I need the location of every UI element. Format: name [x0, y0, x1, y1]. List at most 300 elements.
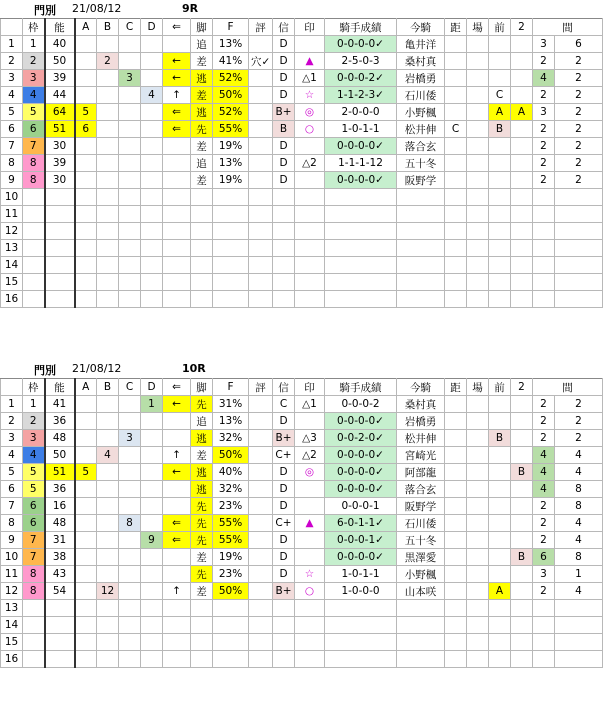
mark-cell — [295, 206, 325, 223]
header-number — [1, 19, 23, 36]
running-style-cell: 先 — [191, 121, 213, 138]
jockey-name-cell — [397, 223, 445, 240]
running-style-cell: 差 — [191, 549, 213, 566]
column-header: 枠 — [23, 19, 45, 36]
f-percent-cell: 52% — [213, 104, 249, 121]
rating-cell — [249, 291, 273, 308]
column-header: B — [97, 379, 119, 396]
mark-cell — [295, 274, 325, 291]
interval-cell-1 — [533, 634, 555, 651]
column-header: 今騎 — [397, 19, 445, 36]
mark-cell: ▲ — [295, 515, 325, 532]
interval-cell-2 — [555, 257, 603, 274]
jockey-name-cell — [397, 291, 445, 308]
previous-cell — [489, 36, 511, 53]
confidence-cell: D — [273, 566, 295, 583]
cell-d — [141, 206, 163, 223]
second-cell — [511, 53, 533, 70]
interval-cell-2 — [555, 206, 603, 223]
interval-cell-2: 6 — [555, 36, 603, 53]
f-percent-cell: 40% — [213, 464, 249, 481]
jockey-record-cell: 0-0-2-0✓ — [325, 430, 397, 447]
cell-a — [75, 549, 97, 566]
table-row — [1, 515, 603, 532]
gate-cell: 5 — [23, 464, 45, 481]
venue-cell — [467, 413, 489, 430]
previous-cell — [489, 257, 511, 274]
interval-cell-2: 2 — [555, 104, 603, 121]
mark-cell: ▲ — [295, 53, 325, 70]
cell-b — [97, 464, 119, 481]
distance-cell — [445, 413, 467, 430]
rating-cell — [249, 274, 273, 291]
previous-cell: A — [489, 104, 511, 121]
ability-cell: 39 — [45, 70, 75, 87]
interval-cell-2 — [555, 634, 603, 651]
rating-cell — [249, 532, 273, 549]
f-percent-cell: 13% — [213, 413, 249, 430]
jockey-record-cell: 0-0-0-1✓ — [325, 532, 397, 549]
interval-cell-1: 3 — [533, 104, 555, 121]
gate-cell: 7 — [23, 549, 45, 566]
race-header — [0, 360, 609, 378]
gate-cell: 4 — [23, 87, 45, 104]
confidence-cell: D — [273, 36, 295, 53]
gate-cell — [23, 257, 45, 274]
jockey-record-cell — [325, 651, 397, 668]
cell-b — [97, 430, 119, 447]
f-percent-cell: 32% — [213, 430, 249, 447]
table-row — [1, 413, 603, 430]
jockey-record-cell: 0-0-0-0✓ — [325, 413, 397, 430]
arrow-cell — [163, 206, 191, 223]
previous-cell — [489, 155, 511, 172]
jockey-name-cell — [397, 240, 445, 257]
running-style-cell: 差 — [191, 53, 213, 70]
cell-c — [119, 291, 141, 308]
previous-cell — [489, 532, 511, 549]
row-number: 15 — [1, 274, 23, 291]
ability-cell — [45, 240, 75, 257]
row-number: 1 — [1, 36, 23, 53]
cell-a — [75, 36, 97, 53]
row-number: 7 — [1, 138, 23, 155]
rating-cell — [249, 87, 273, 104]
ability-cell: 51 — [45, 464, 75, 481]
mark-cell — [295, 549, 325, 566]
running-style-cell — [191, 651, 213, 668]
cell-a — [75, 634, 97, 651]
rating-cell — [249, 121, 273, 138]
f-percent-cell: 13% — [213, 36, 249, 53]
cell-b — [97, 138, 119, 155]
f-percent-cell: 50% — [213, 583, 249, 600]
arrow-cell: ← — [163, 70, 191, 87]
cell-c: 3 — [119, 70, 141, 87]
venue-cell — [467, 257, 489, 274]
cell-b — [97, 121, 119, 138]
row-number: 12 — [1, 583, 23, 600]
arrow-cell — [163, 413, 191, 430]
cell-d — [141, 36, 163, 53]
cell-d — [141, 549, 163, 566]
rating-cell — [249, 189, 273, 206]
row-number: 3 — [1, 70, 23, 87]
race-number: 9R — [182, 2, 199, 15]
cell-b — [97, 515, 119, 532]
jockey-record-cell: 1-1-1-12 — [325, 155, 397, 172]
cell-b — [97, 566, 119, 583]
interval-cell-1 — [533, 223, 555, 240]
arrow-cell — [163, 36, 191, 53]
cell-c — [119, 600, 141, 617]
interval-cell-2: 2 — [555, 396, 603, 413]
mark-cell: △3 — [295, 430, 325, 447]
distance-cell — [445, 600, 467, 617]
cell-b — [97, 257, 119, 274]
cell-a — [75, 223, 97, 240]
venue-cell — [467, 447, 489, 464]
previous-cell — [489, 464, 511, 481]
cell-d — [141, 464, 163, 481]
venue-cell — [467, 138, 489, 155]
interval-cell-2: 8 — [555, 481, 603, 498]
table-row — [1, 583, 603, 600]
distance-cell — [445, 515, 467, 532]
table-row — [1, 651, 603, 668]
column-header: 前 — [489, 19, 511, 36]
cell-a — [75, 189, 97, 206]
distance-cell — [445, 396, 467, 413]
cell-b — [97, 600, 119, 617]
column-header: 間 — [533, 19, 603, 36]
mark-cell — [295, 36, 325, 53]
jockey-name-cell — [397, 600, 445, 617]
row-number: 11 — [1, 566, 23, 583]
rating-cell — [249, 447, 273, 464]
interval-cell-2 — [555, 617, 603, 634]
interval-cell-2: 4 — [555, 532, 603, 549]
cell-b — [97, 291, 119, 308]
row-number: 8 — [1, 515, 23, 532]
running-style-cell: 先 — [191, 498, 213, 515]
venue-cell — [467, 240, 489, 257]
row-number: 13 — [1, 240, 23, 257]
mark-cell: ☆ — [295, 566, 325, 583]
race-block-9r — [0, 0, 609, 308]
second-cell — [511, 396, 533, 413]
cell-d — [141, 600, 163, 617]
f-percent-cell — [213, 651, 249, 668]
arrow-cell — [163, 155, 191, 172]
table-row — [1, 600, 603, 617]
interval-cell-1: 2 — [533, 515, 555, 532]
running-style-cell: 逃 — [191, 70, 213, 87]
column-header: A — [75, 19, 97, 36]
venue-label: 門別 — [34, 364, 56, 377]
running-style-cell: 差 — [191, 172, 213, 189]
interval-cell-2 — [555, 651, 603, 668]
jockey-name-cell: 落合玄 — [397, 481, 445, 498]
cell-a — [75, 566, 97, 583]
cell-d — [141, 104, 163, 121]
ability-cell — [45, 600, 75, 617]
second-cell: A — [511, 104, 533, 121]
table-row — [1, 87, 603, 104]
venue-cell — [467, 634, 489, 651]
second-cell — [511, 566, 533, 583]
running-style-cell — [191, 291, 213, 308]
previous-cell — [489, 274, 511, 291]
interval-cell-2 — [555, 240, 603, 257]
running-style-cell — [191, 223, 213, 240]
cell-d — [141, 617, 163, 634]
second-cell — [511, 583, 533, 600]
row-number: 6 — [1, 121, 23, 138]
second-cell — [511, 87, 533, 104]
running-style-cell: 追 — [191, 413, 213, 430]
previous-cell — [489, 634, 511, 651]
confidence-cell: D — [273, 481, 295, 498]
cell-b — [97, 87, 119, 104]
confidence-cell: D — [273, 138, 295, 155]
second-cell: B — [511, 464, 533, 481]
f-percent-cell: 19% — [213, 172, 249, 189]
interval-cell-1 — [533, 240, 555, 257]
confidence-cell — [273, 291, 295, 308]
confidence-cell: D — [273, 70, 295, 87]
mark-cell — [295, 223, 325, 240]
interval-cell-2 — [555, 600, 603, 617]
arrow-cell — [163, 291, 191, 308]
arrow-cell — [163, 634, 191, 651]
f-percent-cell: 55% — [213, 515, 249, 532]
gate-cell — [23, 274, 45, 291]
cell-a — [75, 532, 97, 549]
mark-cell — [295, 498, 325, 515]
running-style-cell: 先 — [191, 566, 213, 583]
interval-cell-2: 4 — [555, 464, 603, 481]
cell-b — [97, 36, 119, 53]
column-header: B — [97, 19, 119, 36]
arrow-cell: ⇐ — [163, 515, 191, 532]
confidence-cell: C — [273, 396, 295, 413]
column-header: ⇐ — [163, 19, 191, 36]
column-header: 距 — [445, 19, 467, 36]
cell-c — [119, 447, 141, 464]
table-row — [1, 36, 603, 53]
mark-cell — [295, 172, 325, 189]
cell-b — [97, 172, 119, 189]
cell-b: 2 — [97, 53, 119, 70]
previous-cell — [489, 651, 511, 668]
distance-cell — [445, 583, 467, 600]
previous-cell: B — [489, 430, 511, 447]
jockey-name-cell: 山本咲 — [397, 583, 445, 600]
cell-b — [97, 549, 119, 566]
jockey-name-cell: 阿部龍 — [397, 464, 445, 481]
rating-cell — [249, 257, 273, 274]
gate-cell: 8 — [23, 172, 45, 189]
ability-cell: 31 — [45, 532, 75, 549]
interval-cell-1: 2 — [533, 172, 555, 189]
confidence-cell: B+ — [273, 430, 295, 447]
interval-cell-1: 2 — [533, 583, 555, 600]
mark-cell — [295, 291, 325, 308]
f-percent-cell: 23% — [213, 498, 249, 515]
cell-b — [97, 396, 119, 413]
table-row — [1, 223, 603, 240]
column-header: 能 — [45, 379, 75, 396]
venue-cell — [467, 515, 489, 532]
previous-cell — [489, 70, 511, 87]
ability-cell: 16 — [45, 498, 75, 515]
running-style-cell — [191, 274, 213, 291]
ability-cell: 50 — [45, 447, 75, 464]
row-number: 6 — [1, 481, 23, 498]
cell-c — [119, 257, 141, 274]
cell-b — [97, 274, 119, 291]
jockey-record-cell: 0-0-0-0✓ — [325, 36, 397, 53]
cell-c — [119, 274, 141, 291]
cell-d — [141, 291, 163, 308]
table-row — [1, 206, 603, 223]
confidence-cell: D — [273, 87, 295, 104]
table-row — [1, 104, 603, 121]
f-percent-cell: 52% — [213, 70, 249, 87]
gate-cell — [23, 617, 45, 634]
cell-d: 4 — [141, 87, 163, 104]
table-row — [1, 498, 603, 515]
column-header: 騎手成績 — [325, 379, 397, 396]
cell-d — [141, 651, 163, 668]
cell-a — [75, 274, 97, 291]
second-cell — [511, 70, 533, 87]
interval-cell-1: 2 — [533, 155, 555, 172]
distance-cell — [445, 104, 467, 121]
jockey-record-cell: 0-0-0-0✓ — [325, 447, 397, 464]
venue-label: 門別 — [34, 4, 56, 17]
cell-a — [75, 257, 97, 274]
cell-c — [119, 155, 141, 172]
running-style-cell: 差 — [191, 87, 213, 104]
running-style-cell: 逃 — [191, 430, 213, 447]
cell-a — [75, 206, 97, 223]
row-number: 8 — [1, 155, 23, 172]
gate-cell: 6 — [23, 121, 45, 138]
jockey-name-cell: 小野楓 — [397, 104, 445, 121]
cell-a — [75, 70, 97, 87]
jockey-record-cell: 1-0-0-0 — [325, 583, 397, 600]
gate-cell — [23, 600, 45, 617]
interval-cell-2: 8 — [555, 549, 603, 566]
ability-cell: 30 — [45, 138, 75, 155]
jockey-name-cell: 岩橋勇 — [397, 70, 445, 87]
mark-cell: △1 — [295, 70, 325, 87]
confidence-cell — [273, 274, 295, 291]
jockey-name-cell: 小野楓 — [397, 566, 445, 583]
jockey-record-cell: 2-0-0-0 — [325, 104, 397, 121]
running-style-cell: 逃 — [191, 481, 213, 498]
cell-c — [119, 396, 141, 413]
ability-cell — [45, 617, 75, 634]
column-header-row — [1, 379, 603, 396]
cell-d — [141, 583, 163, 600]
cell-c — [119, 104, 141, 121]
cell-c — [119, 172, 141, 189]
distance-cell — [445, 223, 467, 240]
distance-cell — [445, 651, 467, 668]
table-row — [1, 532, 603, 549]
mark-cell — [295, 189, 325, 206]
cell-c: 3 — [119, 430, 141, 447]
cell-a: 6 — [75, 121, 97, 138]
ability-cell — [45, 223, 75, 240]
second-cell — [511, 223, 533, 240]
arrow-cell: ↑ — [163, 583, 191, 600]
mark-cell: △2 — [295, 447, 325, 464]
running-style-cell — [191, 257, 213, 274]
distance-cell — [445, 430, 467, 447]
mark-cell — [295, 532, 325, 549]
cell-b — [97, 481, 119, 498]
arrow-cell — [163, 566, 191, 583]
row-number: 7 — [1, 498, 23, 515]
rating-cell — [249, 515, 273, 532]
running-style-cell: 差 — [191, 138, 213, 155]
confidence-cell — [273, 223, 295, 240]
cell-a — [75, 413, 97, 430]
f-percent-cell — [213, 291, 249, 308]
second-cell — [511, 617, 533, 634]
arrow-cell — [163, 481, 191, 498]
cell-d — [141, 413, 163, 430]
confidence-cell: B+ — [273, 104, 295, 121]
cell-c — [119, 138, 141, 155]
column-header-row — [1, 19, 603, 36]
ability-cell — [45, 274, 75, 291]
cell-d — [141, 481, 163, 498]
interval-cell-1 — [533, 291, 555, 308]
mark-cell: △2 — [295, 155, 325, 172]
rating-cell — [249, 396, 273, 413]
f-percent-cell: 13% — [213, 155, 249, 172]
previous-cell — [489, 617, 511, 634]
confidence-cell — [273, 257, 295, 274]
distance-cell — [445, 566, 467, 583]
cell-a — [75, 430, 97, 447]
interval-cell-2: 2 — [555, 53, 603, 70]
f-percent-cell: 19% — [213, 138, 249, 155]
distance-cell — [445, 498, 467, 515]
mark-cell: ◎ — [295, 104, 325, 121]
cell-c — [119, 121, 141, 138]
jockey-name-cell: 阪野学 — [397, 172, 445, 189]
gate-cell — [23, 651, 45, 668]
rating-cell — [249, 430, 273, 447]
table-row — [1, 240, 603, 257]
rating-cell — [249, 464, 273, 481]
interval-cell-2: 2 — [555, 430, 603, 447]
table-row — [1, 138, 603, 155]
ability-cell — [45, 189, 75, 206]
column-header: 能 — [45, 19, 75, 36]
rating-cell — [249, 617, 273, 634]
jockey-record-cell — [325, 274, 397, 291]
distance-cell — [445, 291, 467, 308]
interval-cell-2 — [555, 223, 603, 240]
f-percent-cell — [213, 257, 249, 274]
